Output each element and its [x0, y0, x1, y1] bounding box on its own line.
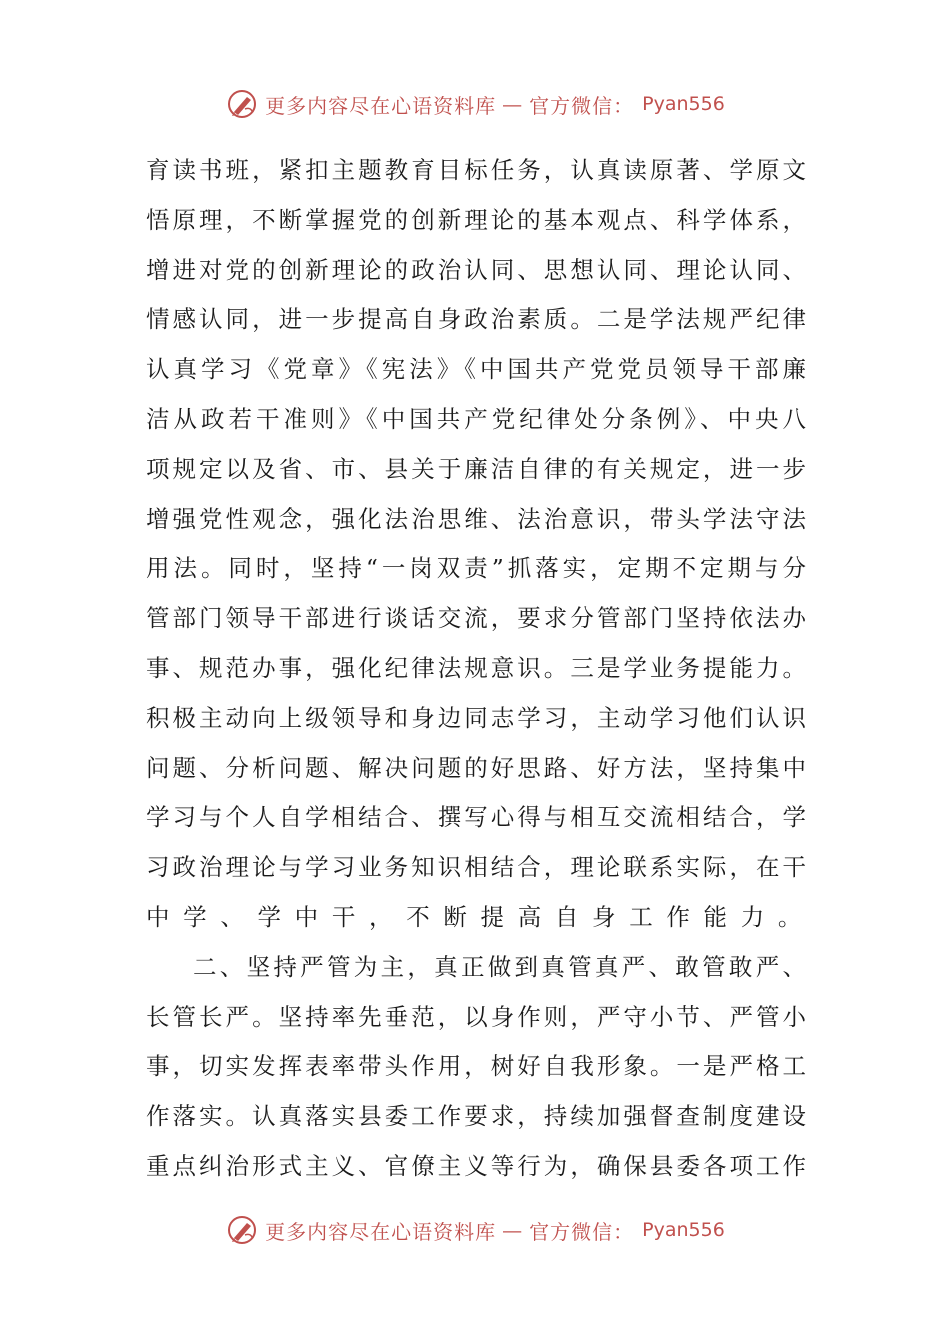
text-line: 重点纠治形式主义、官僚主义等行为，确保县委各项工作: [146, 1151, 806, 1180]
text-line: 习政治理论与学习业务知识相结合，理论联系实际，在干: [146, 853, 806, 882]
text-line: 增强党性观念，强化法治思维、法治意识，带头学法守法: [146, 504, 806, 533]
watermark-dash: —: [502, 1218, 524, 1242]
header-watermark: [0, 84, 950, 124]
text-line: 育读书班，紧扣主题教育目标任务，认真读原著、学原文: [146, 156, 806, 184]
text-line: 情感认同，进一步提高自身政治素质。二是学法规严纪律: [146, 305, 806, 334]
watermark-text: 更多内容尽在心语资料库: [265, 93, 497, 118]
text-line: 作落实。认真落实县委工作要求，持续加强督查制度建设: [146, 1102, 806, 1131]
text-line-last: 中学、学中干，不断提高自身工作能力。: [146, 902, 806, 931]
watermark-label: 官方微信：: [529, 93, 635, 118]
paragraph-2: [146, 943, 806, 1192]
text-line: 事，切实发挥表率带头作用，树好自我形象。一是严格工: [146, 1052, 806, 1081]
text-line: 问题、分析问题、解决问题的好思路、好方法，坚持集中: [146, 753, 806, 782]
watermark-text: 更多内容尽在心语资料库: [265, 1219, 497, 1244]
text-line: 积极主动向上级领导和身边同志学习，主动学习他们认识: [146, 703, 806, 732]
watermark-dash: —: [502, 92, 524, 116]
watermark-wechat-id: Pyan556: [642, 93, 725, 115]
text-line: 长管长严。坚持率先垂范，以身作则，严守小节、严管小: [146, 1002, 806, 1031]
document-body: [146, 146, 806, 1192]
text-line: 洁从政若干准则》《中国共产党纪律处分条例》、中央八: [146, 404, 806, 433]
text-line: 项规定以及省、市、县关于廉洁自律的有关规定，进一步: [146, 454, 806, 483]
text-line-first: 二、坚持严管为主，真正做到真管真严、敢管敢严、: [193, 952, 806, 981]
text-line: 增进对党的创新理论的政治认同、思想认同、理论认同、: [146, 255, 806, 284]
text-line: 学习与个人自学相结合、撰写心得与相互交流相结合，学: [146, 803, 806, 832]
pen-logo-icon: [225, 1213, 259, 1247]
text-line: 认真学习《党章》《宪法》《中国共产党党员领导干部廉: [146, 355, 806, 384]
text-line: 管部门领导干部进行谈话交流，要求分管部门坚持依法办: [146, 604, 806, 633]
text-line: 悟原理，不断掌握党的创新理论的基本观点、科学体系，: [146, 205, 806, 234]
text-line: 用法。同时，坚持“一岗双责”抓落实，定期不定期与分: [146, 554, 806, 583]
watermark-wechat-id: Pyan556: [642, 1219, 725, 1241]
paragraph-1: [146, 146, 806, 943]
watermark-label: 官方微信：: [529, 1219, 635, 1244]
footer-watermark: [0, 1210, 950, 1250]
pen-logo-icon: [225, 87, 259, 121]
text-line: 事、规范办事，强化纪律法规意识。三是学业务提能力。: [146, 653, 806, 682]
